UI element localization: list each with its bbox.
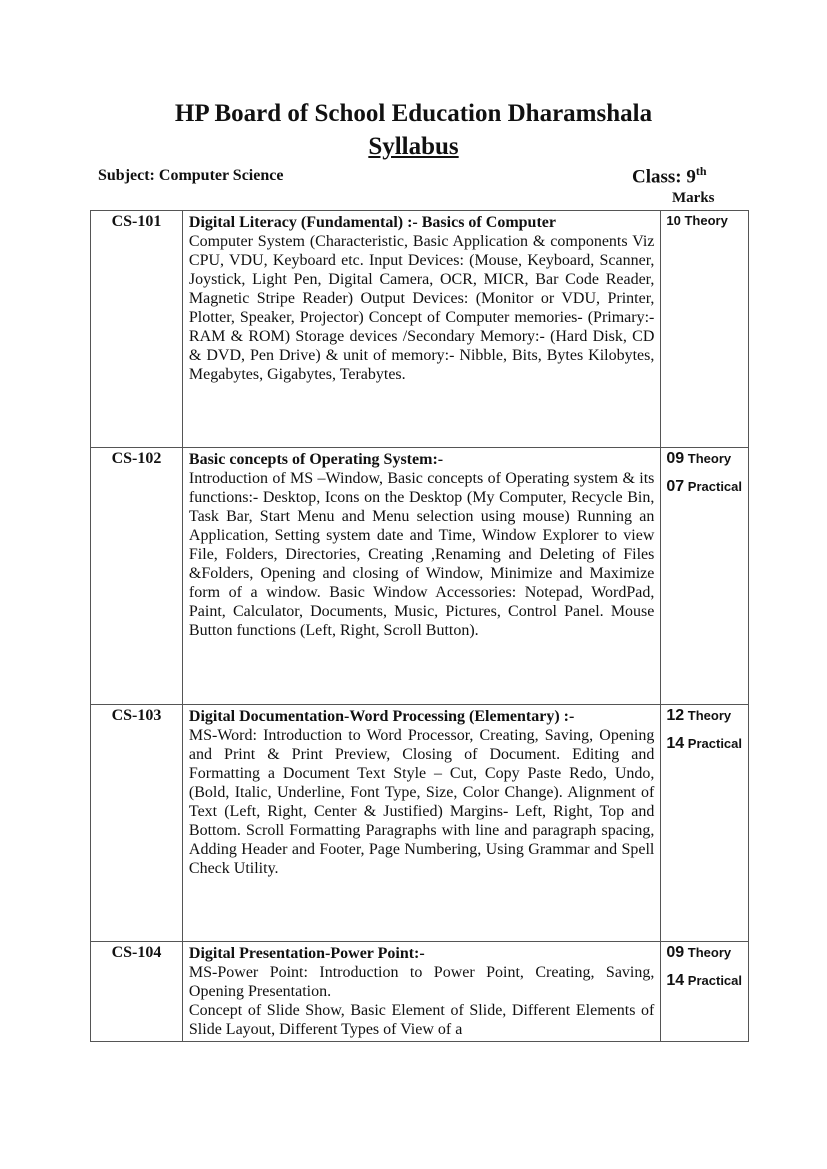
- marks-entry: [666, 944, 742, 962]
- marks-number: 14: [666, 735, 685, 752]
- marks-entry: [666, 478, 742, 496]
- marks-number: 12: [666, 707, 685, 724]
- unit-body: Introduction of MS –Window, Basic concepts of Operating system & its functions:- Desktop, Icons on the Desktop (My Computer, Recycle Bin, Task Bar, Start Menu and Menu selection using mouse) Running an Application, Setting system date and Time, Window Explorer to view File, Folders, Directories, Creating ,Renaming and Deleting of Files &Folders, Opening and closing of Window, Minimize and Maximize form of a window. Basic Window Accessories: Notepad, WordPad, Paint, Calculator, Documents, Music, Pictures, Control Panel. Mouse Button functions (Left, Right, Scroll Button).: [188, 470, 655, 639]
- marks-entry: [666, 213, 742, 228]
- unit-heading: Digital Presentation-Power Point:-: [188, 945, 425, 962]
- marks-header: Marks: [672, 190, 715, 206]
- unit-body-continued: Concept of Slide Show, Basic Element of Slide, Different Elements of Slide Layout, Different Types of View of a: [188, 1002, 655, 1038]
- unit-description: [182, 448, 660, 705]
- class-label: [632, 164, 707, 188]
- unit-body: Computer System (Characteristic, Basic Application & components Viz CPU, VDU, Keyboard etc. Input Devices: (Mouse, Keyboard, Scanner, Joystick, Light Pen, Digital Camera, OCR, MICR, Bar Code Reader, Magnetic Stripe Reader) Output Devices: (Monitor or VDU, Printer, Plotter, Speaker, Projector) Concept of Computer memories- (Primary:- RAM & ROM) Storage devices /Secondary Memory:- (Hard Disk, CD & DVD, Pen Drive) & unit of memory:- Nibble, Bits, Bytes Kilobytes, Megabytes, Gigabytes, Terabytes.: [188, 233, 655, 383]
- page-title: HP Board of School Education Dharamshala: [174, 100, 653, 127]
- unit-code: CS-103: [91, 705, 183, 942]
- marks-type: Theory: [687, 708, 732, 723]
- marks-entry: [666, 707, 742, 725]
- unit-description: [182, 705, 660, 942]
- unit-heading: Basic concepts of Operating System:-: [188, 451, 444, 468]
- marks-number: 07: [666, 478, 685, 495]
- marks-entry: [666, 735, 742, 753]
- class-text: Class: 9: [632, 166, 696, 188]
- subject-label: Subject: Computer Science: [98, 167, 284, 184]
- table-row: [91, 705, 749, 942]
- marks-type: Theory: [684, 213, 728, 228]
- marks-entry: [666, 450, 742, 468]
- unit-heading: Digital Literacy (Fundamental) :- Basics of Computer: [188, 214, 556, 231]
- unit-code: CS-104: [91, 942, 183, 1042]
- unit-marks: [661, 705, 749, 942]
- unit-description: [182, 211, 660, 448]
- unit-marks: [661, 448, 749, 705]
- syllabus-table: [90, 210, 749, 1042]
- table-row: [91, 942, 749, 1042]
- marks-type: Theory: [687, 451, 732, 466]
- marks-type: Theory: [687, 945, 732, 960]
- marks-entry: [666, 972, 742, 990]
- table-row: [91, 211, 749, 448]
- table-row: [91, 448, 749, 705]
- class-sup: th: [695, 164, 707, 178]
- unit-code: CS-102: [91, 448, 183, 705]
- unit-description: [182, 942, 660, 1042]
- marks-type: Practical: [687, 736, 742, 751]
- unit-code: CS-101: [91, 211, 183, 448]
- page-subtitle: Syllabus: [368, 133, 459, 160]
- marks-number: 09: [666, 450, 685, 467]
- marks-number: 10: [666, 213, 681, 228]
- unit-heading: Digital Documentation-Word Processing (Elementary) :-: [188, 708, 575, 725]
- marks-number: 14: [666, 972, 685, 989]
- unit-body: MS-Word: Introduction to Word Processor, Creating, Saving, Opening and Print & Print Preview, Closing of Document. Editing and Formatting a Document Text Style – Cut, Copy Paste Redo, Undo, (Bold, Italic, Underline, Font Type, Size, Color Change). Alignment of Text (Left, Right, Center & Justified) Margins- Left, Right, Top and Bottom. Scroll Formatting Paragraphs with line and paragraph spacing, Adding Header and Footer, Page Numbering, Using Grammar and Spell Check Utility.: [188, 727, 655, 877]
- unit-body: MS-Power Point: Introduction to Power Point, Creating, Saving, Opening Presentation.: [188, 964, 655, 1000]
- marks-type: Practical: [687, 479, 742, 494]
- marks-number: 09: [666, 944, 685, 961]
- marks-type: Practical: [687, 973, 742, 988]
- unit-marks: [661, 942, 749, 1042]
- unit-marks: [661, 211, 749, 448]
